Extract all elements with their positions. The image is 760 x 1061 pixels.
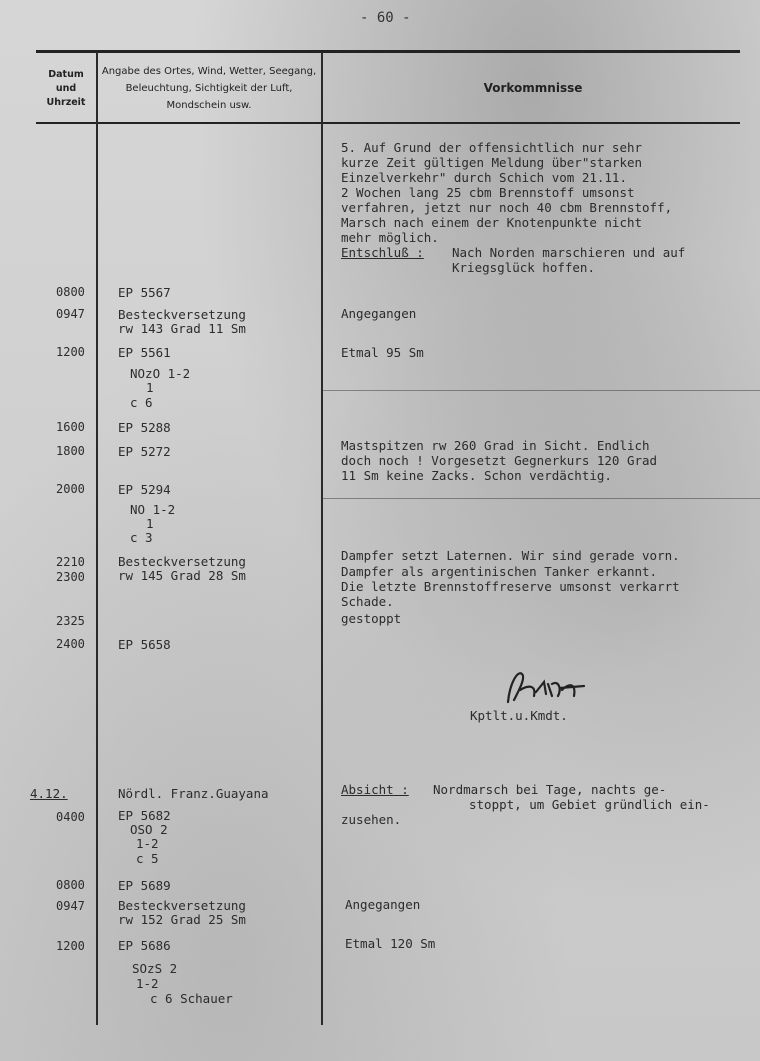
row-weather: 1-2 [136,976,159,991]
intro-line: mehr möglich. [341,230,439,245]
day2-area: Nördl. Franz.Guayana [118,786,269,801]
absicht-line: Nordmarsch bei Tage, nachts ge- [433,782,667,797]
row-weather: NO 1-2 [130,502,176,517]
row-time: 2400 [56,637,85,651]
absicht-label: Absicht : [341,782,409,797]
row-event: Dampfer als argentinischen Tanker erkannt. [341,564,658,579]
row-time: 2325 [56,614,85,628]
row-weather: c 5 [136,851,159,866]
page-number: - 60 - [360,10,411,26]
row-weather: NOzO 1-2 [130,366,191,381]
row-event: Angegangen [341,306,417,321]
scan-scratch [322,390,760,391]
row-event: Schade. [341,594,394,609]
scan-scratch [322,498,760,499]
header-top-rule [36,50,740,53]
signature-mark [500,662,590,712]
row-time: 1600 [56,420,85,434]
row-weather: SOzS 2 [132,961,178,976]
row-event: doch noch ! Vorgesetzt Gegnerkurs 120 Grad [341,453,658,468]
intro-line: 5. Auf Grund der offensichtlich nur sehr [341,140,643,155]
row-time: 0400 [56,810,85,824]
header-angabe: Angabe des Ortes, Wind, Wetter, Seegang, Beleuchtung, Sichtigkeit der Luft, Mondschein usw. [101,66,317,111]
row-position: rw 145 Grad 28 Sm [118,568,246,583]
row-event: gestoppt [341,611,402,626]
row-weather: c 6 [130,395,153,410]
row-event: Etmal 95 Sm [341,345,424,360]
row-position: EP 5288 [118,420,171,435]
row-time: 0800 [56,285,85,299]
row-event: Dampfer setzt Laternen. Wir sind gerade vorn. [341,548,680,563]
entschluss-line: Kriegsglück hoffen. [452,260,595,275]
column-divider-1 [96,52,98,1025]
row-time: 2210 [56,555,85,569]
row-time: 0800 [56,878,85,892]
intro-line: verfahren, jetzt nur noch 40 cbm Brennstoff, [341,200,673,215]
row-time: 0947 [56,899,85,913]
row-position: Besteckversetzung [118,307,246,322]
row-position: EP 5689 [118,878,171,893]
row-position: EP 5561 [118,345,171,360]
row-time: 0947 [56,307,85,321]
row-position: rw 152 Grad 25 Sm [118,912,246,927]
row-position: EP 5686 [118,938,171,953]
entschluss-label: Entschluß : [341,245,424,260]
row-position: Besteckversetzung [118,898,246,913]
entschluss-line: Nach Norden marschieren und auf [452,245,686,260]
row-weather: OSO 2 [130,822,168,837]
signature-rank: Kptlt.u.Kmdt. [470,708,568,723]
header-vorkommnisse: Vorkommnisse [483,81,583,95]
row-event: 11 Sm keine Zacks. Schon verdächtig. [341,468,612,483]
row-position: Besteckversetzung [118,554,246,569]
row-position: EP 5272 [118,444,171,459]
intro-line: 2 Wochen lang 25 cbm Brennstoff umsonst [341,185,635,200]
row-time: 1800 [56,444,85,458]
row-event: Die letzte Brennstoffreserve umsonst verkarrt [341,579,680,594]
header-bottom-rule [36,122,740,124]
intro-line: Marsch nach einem der Knotenpunkte nicht [341,215,643,230]
row-time: 1200 [56,939,85,953]
row-time: 2000 [56,482,85,496]
row-event: Angegangen [345,897,421,912]
row-position: EP 5294 [118,482,171,497]
row-weather: 1 [146,380,154,395]
column-divider-2 [321,52,323,1025]
row-weather: c 3 [130,530,153,545]
row-event: Etmal 120 Sm [345,936,436,951]
row-time: 1200 [56,345,85,359]
row-event: Mastspitzen rw 260 Grad in Sicht. Endlich [341,438,650,453]
day2-date: 4.12. [30,786,68,801]
row-weather: 1-2 [136,836,159,851]
row-position: EP 5658 [118,637,171,652]
row-time: 2300 [56,570,85,584]
intro-line: Einzelverkehr" durch Schich vom 21.11. [341,170,627,185]
absicht-line: zusehen. [341,812,402,827]
absicht-line: stoppt, um Gebiet gründlich ein- [469,797,710,812]
row-position: rw 143 Grad 11 Sm [118,321,246,336]
row-weather: c 6 Schauer [150,991,233,1006]
row-position: EP 5567 [118,285,171,300]
row-weather: 1 [146,516,154,531]
intro-line: kurze Zeit gültigen Meldung über"starken [341,155,643,170]
header-datum: Datum und Uhrzeit [46,69,86,108]
row-position: EP 5682 [118,808,171,823]
